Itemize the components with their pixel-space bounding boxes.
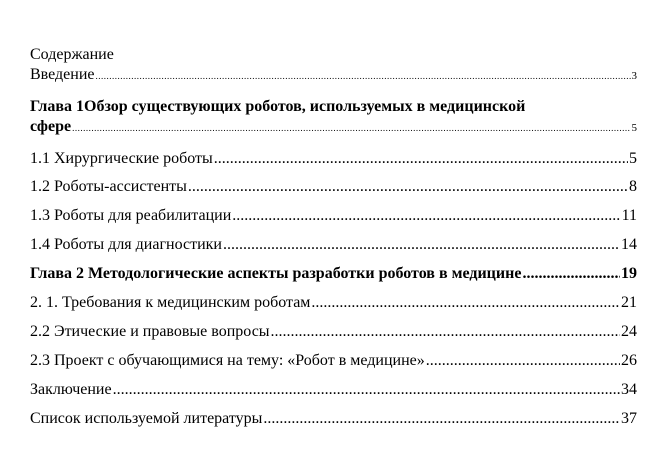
toc-entry-label: 1.1 Хирургические роботы bbox=[30, 150, 213, 167]
dot-leader bbox=[263, 410, 620, 428]
toc-entry-label: Список используемой литературы bbox=[30, 410, 263, 427]
dot-leader bbox=[96, 67, 631, 85]
dot-leader bbox=[223, 236, 620, 254]
toc-entry-label: Введение bbox=[30, 66, 95, 83]
toc-entry-page: 26 bbox=[621, 352, 637, 369]
dot-leader bbox=[214, 150, 628, 168]
toc-entry-1-1[interactable] bbox=[30, 150, 637, 168]
toc-entry-label: 2.2 Этические и правовые вопросы bbox=[30, 323, 270, 340]
toc-entry-page: 14 bbox=[621, 236, 637, 253]
toc-entry-page: 11 bbox=[621, 207, 637, 224]
dot-leader bbox=[271, 323, 620, 341]
toc-title: Содержание bbox=[30, 46, 114, 63]
toc-entry-label: сфере bbox=[30, 118, 72, 135]
toc-entry-page: 8 bbox=[629, 178, 637, 195]
toc-entry-1-2[interactable] bbox=[30, 178, 637, 196]
toc-entry-label: 2. 1. Требования к медицинским роботам bbox=[30, 294, 311, 311]
toc-entry-2-1[interactable] bbox=[30, 294, 637, 312]
toc-entry-page: 24 bbox=[621, 323, 637, 340]
toc-entry-1-4[interactable] bbox=[30, 236, 637, 254]
toc-chapter1-continuation[interactable] bbox=[30, 117, 637, 138]
dot-leader bbox=[188, 178, 628, 196]
toc-entry-page: 21 bbox=[621, 294, 637, 311]
toc-entry-intro[interactable] bbox=[30, 66, 637, 85]
dot-leader bbox=[232, 207, 620, 225]
toc-entry-2-2[interactable] bbox=[30, 323, 637, 341]
toc-entry-conclusion[interactable] bbox=[30, 381, 637, 399]
toc-entry-label: Заключение bbox=[30, 381, 112, 398]
toc-entry-label: Глава 2 Методологические аспекты разработки роботов в медицине bbox=[30, 265, 522, 282]
toc-entry-page: 5 bbox=[631, 122, 637, 134]
toc-entry-page: 3 bbox=[631, 70, 637, 82]
toc-chapter2[interactable] bbox=[30, 265, 637, 283]
toc-entry-references[interactable] bbox=[30, 410, 637, 428]
toc-entry-label: 1.3 Роботы для реабилитации bbox=[30, 207, 232, 224]
toc-chapter1-heading[interactable]: Глава 1Обзор существующих роботов, используемых в медицинской bbox=[30, 98, 526, 115]
toc-entry-label: 1.2 Роботы-ассистенты bbox=[30, 178, 187, 195]
toc-entry-page: 5 bbox=[629, 150, 637, 167]
toc-entry-label: 1.4 Роботы для диагностики bbox=[30, 236, 222, 253]
toc-entry-1-3[interactable] bbox=[30, 207, 637, 225]
dot-leader bbox=[72, 118, 630, 138]
dot-leader bbox=[522, 265, 620, 283]
dot-leader bbox=[113, 381, 620, 399]
toc-entry-page: 19 bbox=[621, 265, 637, 282]
toc-entry-page: 34 bbox=[621, 381, 637, 398]
dot-leader bbox=[311, 294, 620, 312]
toc-entry-2-3[interactable] bbox=[30, 352, 637, 370]
toc-entry-page: 37 bbox=[621, 410, 637, 427]
toc-entry-label: 2.3 Проект с обучающимися на тему: «Робот в медицине» bbox=[30, 352, 425, 369]
dot-leader bbox=[426, 352, 620, 370]
